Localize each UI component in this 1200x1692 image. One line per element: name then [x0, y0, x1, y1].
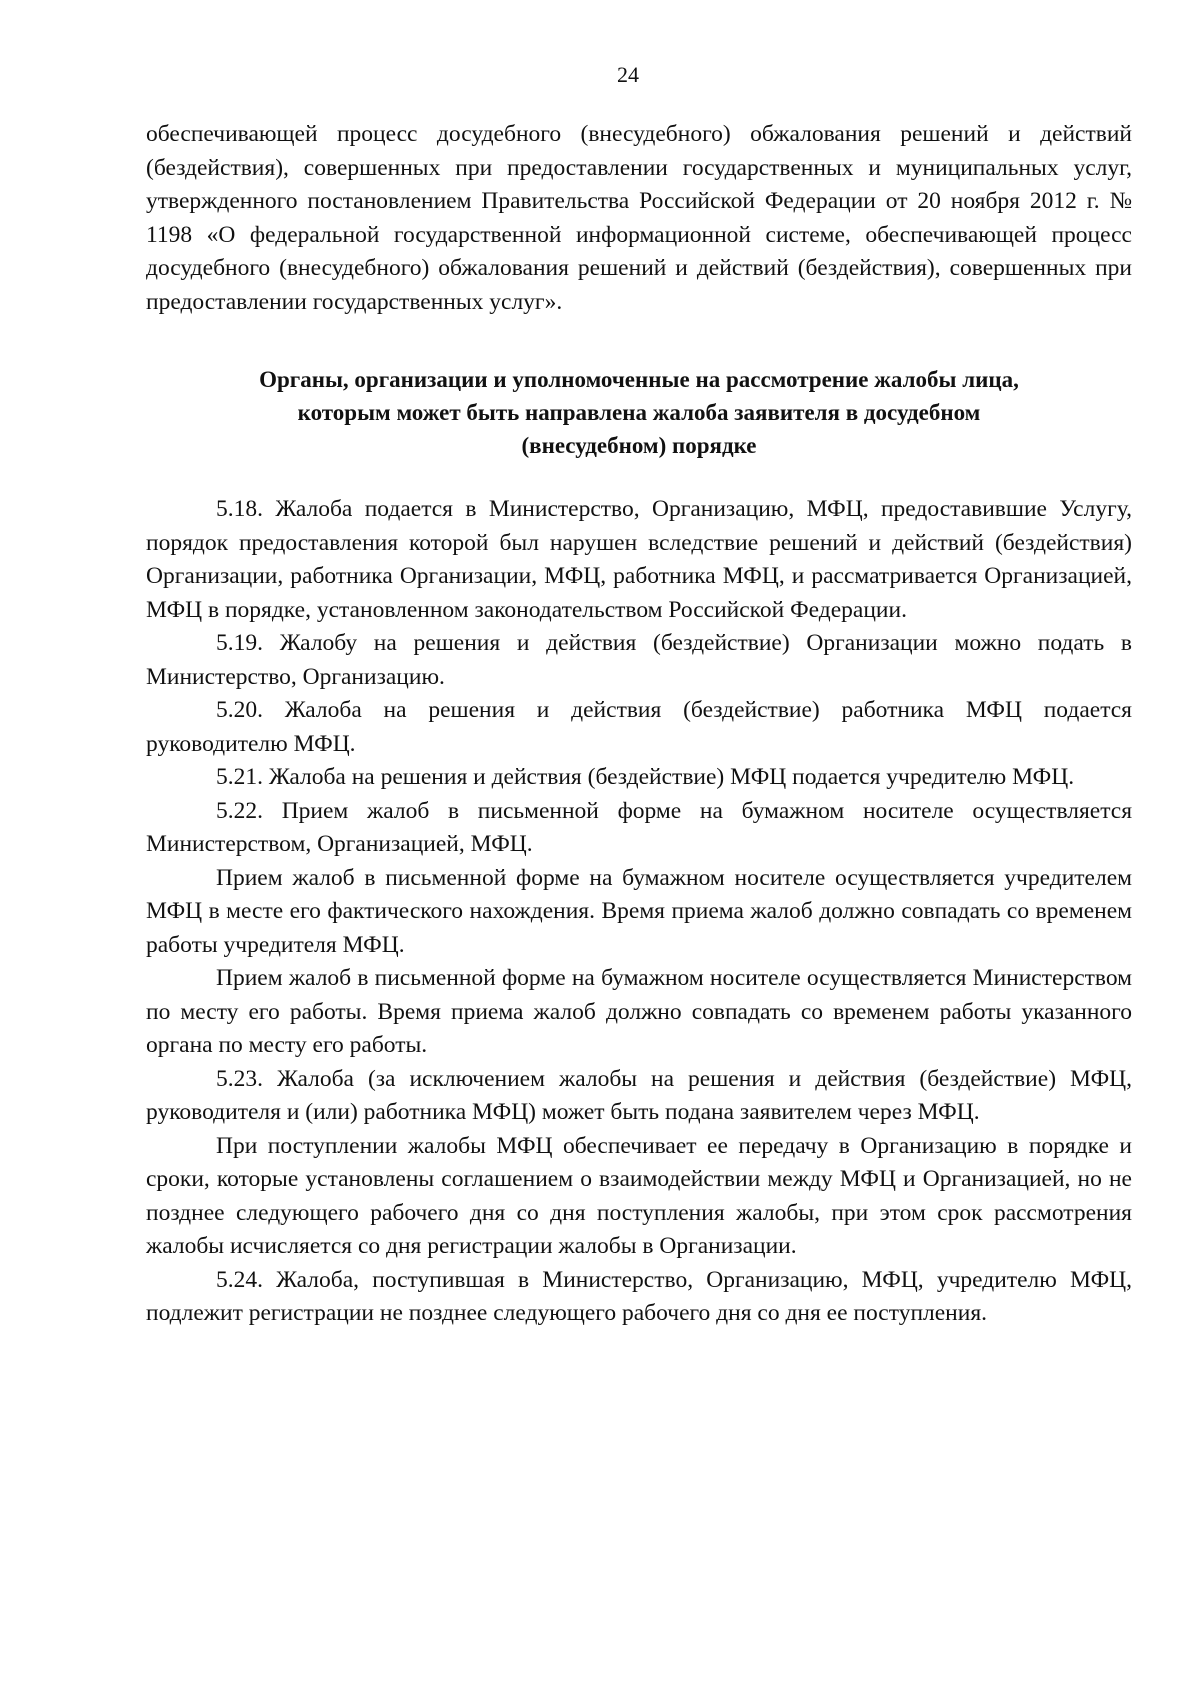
section-heading-line: (внесудебном) порядке [521, 433, 757, 458]
paragraph-5-23-transfer: При поступлении жалобы МФЦ обеспечивает ее передачу в Организацию в порядке и сроки, которые установлены соглашением о взаимодействии между МФЦ и Организацией, но не позднее следующего рабочего дня со дня поступления жалобы, при этом срок рассмотрения жалобы исчисляется со дня регистрации жалобы в Организации. [146, 1132, 1132, 1259]
section-heading-line: Органы, организации и уполномоченные на рассмотрение жалобы лица, [259, 367, 1019, 392]
page-content [146, 118, 1132, 1331]
paragraph-5-21: 5.21. Жалоба на решения и действия (бездействие) МФЦ подается учредителю МФЦ. [216, 764, 1075, 790]
paragraph-5-22-founder: Прием жалоб в письменной форме на бумажном носителе осуществляется учредителем МФЦ в месте его фактического нахождения. Время приема жалоб должно совпадать со временем работы учредителя МФЦ. [146, 864, 1132, 958]
paragraph-5-23: 5.23. Жалоба (за исключением жалобы на решения и действия (бездействие) МФЦ, руководителя и (или) работника МФЦ) может быть подана заявителем через МФЦ. [146, 1065, 1132, 1125]
paragraph-5-22: 5.22. Прием жалоб в письменной форме на бумажном носителе осуществляется Министерством, Организацией, МФЦ. [146, 797, 1132, 857]
paragraph-5-18: 5.18. Жалоба подается в Министерство, Организацию, МФЦ, предоставившие Услугу, порядок предоставления которой был нарушен вследствие решений и действий (бездействия) Организации, работника Организации, МФЦ, работника МФЦ, и рассматривается Организацией, МФЦ в порядке, установленном законодательством Российской Федерации. [146, 496, 1132, 623]
section-heading [146, 363, 1132, 462]
paragraph-5-20: 5.20. Жалоба на решения и действия (бездействие) работника МФЦ подается руководителю МФЦ. [146, 697, 1132, 757]
paragraph-5-24: 5.24. Жалоба, поступившая в Министерство, Организацию, МФЦ, учредителю МФЦ, подлежит регистрации не позднее следующего рабочего дня со дня ее поступления. [146, 1266, 1132, 1326]
page-number: 24 [617, 62, 639, 87]
intro-paragraph: обеспечивающей процесс досудебного (внесудебного) обжалования решений и действий (бездействия), совершенных при предоставлении государственных и муниципальных услуг, утвержденного постановлением Правительства Российской Федерации от 20 ноября 2012 г. № 1198 «О федеральной государственной информационной системе, обеспечивающей процесс досудебного (внесудебного) обжалования решений и действий (бездействия), совершенных при предоставлении государственных услуг». [146, 121, 1132, 315]
section-heading-line: которым может быть направлена жалоба заявителя в досудебном [297, 400, 981, 425]
paragraph-5-22-ministry: Прием жалоб в письменной форме на бумажном носителе осуществляется Министерством по месту его работы. Время приема жалоб должно совпадать со временем работы указанного органа по месту его работы. [146, 965, 1132, 1058]
paragraph-5-19: 5.19. Жалобу на решения и действия (бездействие) Организации можно подать в Министерство, Организацию. [146, 630, 1132, 690]
